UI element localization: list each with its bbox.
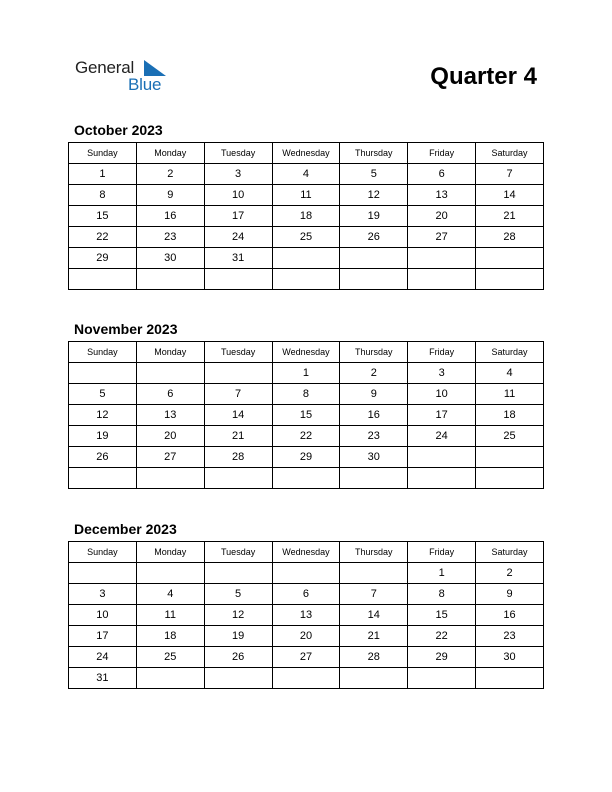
- day-cell: 17: [204, 206, 272, 227]
- day-cell: 12: [204, 605, 272, 626]
- day-cell: [136, 563, 204, 584]
- week-row: [69, 363, 544, 384]
- day-cell: 1: [272, 363, 340, 384]
- month-calendar: [68, 321, 544, 489]
- day-cell: [204, 563, 272, 584]
- logo-general-text: General: [75, 58, 135, 77]
- day-cell: [340, 468, 408, 489]
- weekday-header: Tuesday: [204, 342, 272, 363]
- day-cell: [476, 668, 544, 689]
- day-cell: [476, 468, 544, 489]
- day-cell: 10: [408, 384, 476, 405]
- weekday-header-row: [69, 542, 544, 563]
- weekday-header: Friday: [408, 143, 476, 164]
- week-row: [69, 206, 544, 227]
- day-cell: 2: [136, 164, 204, 185]
- weekday-header-row: [69, 143, 544, 164]
- week-row: [69, 405, 544, 426]
- day-cell: 21: [476, 206, 544, 227]
- day-cell: 29: [408, 647, 476, 668]
- day-cell: 14: [340, 605, 408, 626]
- day-cell: 5: [340, 164, 408, 185]
- day-cell: 19: [204, 626, 272, 647]
- day-cell: 25: [272, 227, 340, 248]
- weekday-header: Wednesday: [272, 342, 340, 363]
- day-cell: 26: [69, 447, 137, 468]
- weekday-header: Tuesday: [204, 143, 272, 164]
- day-cell: 13: [272, 605, 340, 626]
- day-cell: [340, 668, 408, 689]
- day-cell: 18: [136, 626, 204, 647]
- logo: [75, 58, 175, 94]
- day-cell: 9: [136, 185, 204, 206]
- day-cell: 10: [69, 605, 137, 626]
- day-cell: [476, 269, 544, 290]
- day-cell: 8: [69, 185, 137, 206]
- day-cell: [476, 248, 544, 269]
- weekday-header: Sunday: [69, 342, 137, 363]
- day-cell: [408, 447, 476, 468]
- week-row: [69, 668, 544, 689]
- day-cell: [408, 269, 476, 290]
- day-cell: 31: [204, 248, 272, 269]
- day-cell: [204, 363, 272, 384]
- day-cell: 14: [476, 185, 544, 206]
- day-cell: [69, 563, 137, 584]
- day-cell: 23: [476, 626, 544, 647]
- day-cell: [204, 269, 272, 290]
- day-cell: 4: [136, 584, 204, 605]
- day-cell: 22: [69, 227, 137, 248]
- day-cell: 26: [204, 647, 272, 668]
- day-cell: 27: [408, 227, 476, 248]
- day-cell: 29: [272, 447, 340, 468]
- week-row: [69, 248, 544, 269]
- day-cell: 24: [408, 426, 476, 447]
- weekday-header: Saturday: [476, 542, 544, 563]
- day-cell: [136, 668, 204, 689]
- day-cell: 8: [272, 384, 340, 405]
- month-grid: [68, 142, 544, 290]
- week-row: [69, 227, 544, 248]
- day-cell: 15: [69, 206, 137, 227]
- weekday-header: Thursday: [340, 542, 408, 563]
- day-cell: [476, 447, 544, 468]
- day-cell: 20: [136, 426, 204, 447]
- day-cell: 3: [408, 363, 476, 384]
- day-cell: 21: [340, 626, 408, 647]
- weekday-header: Friday: [408, 542, 476, 563]
- day-cell: [340, 563, 408, 584]
- month-title: December 2023: [74, 521, 177, 537]
- weekday-header-row: [69, 342, 544, 363]
- day-cell: 13: [408, 185, 476, 206]
- day-cell: 15: [408, 605, 476, 626]
- day-cell: 16: [476, 605, 544, 626]
- week-row: [69, 647, 544, 668]
- day-cell: 30: [136, 248, 204, 269]
- day-cell: 30: [340, 447, 408, 468]
- day-cell: 7: [476, 164, 544, 185]
- day-cell: [408, 468, 476, 489]
- weekday-header: Wednesday: [272, 542, 340, 563]
- day-cell: 1: [69, 164, 137, 185]
- day-cell: 3: [204, 164, 272, 185]
- day-cell: [136, 269, 204, 290]
- week-row: [69, 626, 544, 647]
- day-cell: [272, 563, 340, 584]
- day-cell: 4: [476, 363, 544, 384]
- day-cell: 6: [272, 584, 340, 605]
- day-cell: 29: [69, 248, 137, 269]
- week-row: [69, 447, 544, 468]
- week-row: [69, 605, 544, 626]
- day-cell: [408, 668, 476, 689]
- day-cell: [408, 248, 476, 269]
- day-cell: 28: [340, 647, 408, 668]
- day-cell: 2: [476, 563, 544, 584]
- day-cell: 16: [340, 405, 408, 426]
- weekday-header: Thursday: [340, 342, 408, 363]
- day-cell: 13: [136, 405, 204, 426]
- day-cell: [272, 468, 340, 489]
- weekday-header: Monday: [136, 342, 204, 363]
- day-cell: [272, 668, 340, 689]
- month-grid: [68, 541, 544, 689]
- day-cell: 9: [476, 584, 544, 605]
- week-row: [69, 185, 544, 206]
- day-cell: 7: [340, 584, 408, 605]
- day-cell: 27: [136, 447, 204, 468]
- day-cell: 11: [272, 185, 340, 206]
- day-cell: 18: [476, 405, 544, 426]
- day-cell: 15: [272, 405, 340, 426]
- day-cell: 19: [340, 206, 408, 227]
- day-cell: 28: [204, 447, 272, 468]
- week-row: [69, 563, 544, 584]
- day-cell: 20: [408, 206, 476, 227]
- day-cell: 17: [69, 626, 137, 647]
- day-cell: 8: [408, 584, 476, 605]
- day-cell: 6: [408, 164, 476, 185]
- day-cell: 24: [204, 227, 272, 248]
- day-cell: [69, 269, 137, 290]
- day-cell: 4: [272, 164, 340, 185]
- logo-triangle-icon: [144, 60, 166, 76]
- day-cell: 6: [136, 384, 204, 405]
- day-cell: 27: [272, 647, 340, 668]
- day-cell: 25: [136, 647, 204, 668]
- weekday-header: Saturday: [476, 342, 544, 363]
- day-cell: 5: [69, 384, 137, 405]
- weekday-header: Sunday: [69, 143, 137, 164]
- day-cell: 9: [340, 384, 408, 405]
- day-cell: 23: [340, 426, 408, 447]
- day-cell: 17: [408, 405, 476, 426]
- weekday-header: Wednesday: [272, 143, 340, 164]
- week-row: [69, 584, 544, 605]
- weekday-header: Tuesday: [204, 542, 272, 563]
- day-cell: 31: [69, 668, 137, 689]
- day-cell: 2: [340, 363, 408, 384]
- weekday-header: Monday: [136, 542, 204, 563]
- day-cell: 5: [204, 584, 272, 605]
- day-cell: 3: [69, 584, 137, 605]
- weekday-header: Thursday: [340, 143, 408, 164]
- month-calendar: [68, 521, 544, 689]
- month-grid: [68, 341, 544, 489]
- day-cell: 22: [272, 426, 340, 447]
- day-cell: 24: [69, 647, 137, 668]
- day-cell: [69, 468, 137, 489]
- day-cell: 11: [476, 384, 544, 405]
- day-cell: 18: [272, 206, 340, 227]
- day-cell: [69, 363, 137, 384]
- week-row: [69, 468, 544, 489]
- day-cell: 12: [340, 185, 408, 206]
- day-cell: 10: [204, 185, 272, 206]
- weekday-header: Friday: [408, 342, 476, 363]
- month-title: October 2023: [74, 122, 163, 138]
- day-cell: 11: [136, 605, 204, 626]
- day-cell: 28: [476, 227, 544, 248]
- weekday-header: Sunday: [69, 542, 137, 563]
- day-cell: [272, 269, 340, 290]
- week-row: [69, 384, 544, 405]
- day-cell: 14: [204, 405, 272, 426]
- day-cell: [204, 468, 272, 489]
- day-cell: 19: [69, 426, 137, 447]
- day-cell: 26: [340, 227, 408, 248]
- day-cell: [204, 668, 272, 689]
- day-cell: [136, 468, 204, 489]
- day-cell: [340, 248, 408, 269]
- day-cell: 7: [204, 384, 272, 405]
- page-title: Quarter 4: [430, 63, 537, 90]
- month-title: November 2023: [74, 321, 178, 337]
- day-cell: 25: [476, 426, 544, 447]
- logo-blue-text: Blue: [128, 75, 162, 94]
- day-cell: 22: [408, 626, 476, 647]
- day-cell: [136, 363, 204, 384]
- day-cell: 12: [69, 405, 137, 426]
- day-cell: 20: [272, 626, 340, 647]
- weekday-header: Monday: [136, 143, 204, 164]
- day-cell: 30: [476, 647, 544, 668]
- week-row: [69, 164, 544, 185]
- day-cell: 21: [204, 426, 272, 447]
- week-row: [69, 426, 544, 447]
- day-cell: 23: [136, 227, 204, 248]
- weekday-header: Saturday: [476, 143, 544, 164]
- day-cell: 16: [136, 206, 204, 227]
- month-calendar: [68, 122, 544, 290]
- week-row: [69, 269, 544, 290]
- day-cell: [340, 269, 408, 290]
- day-cell: [272, 248, 340, 269]
- day-cell: 1: [408, 563, 476, 584]
